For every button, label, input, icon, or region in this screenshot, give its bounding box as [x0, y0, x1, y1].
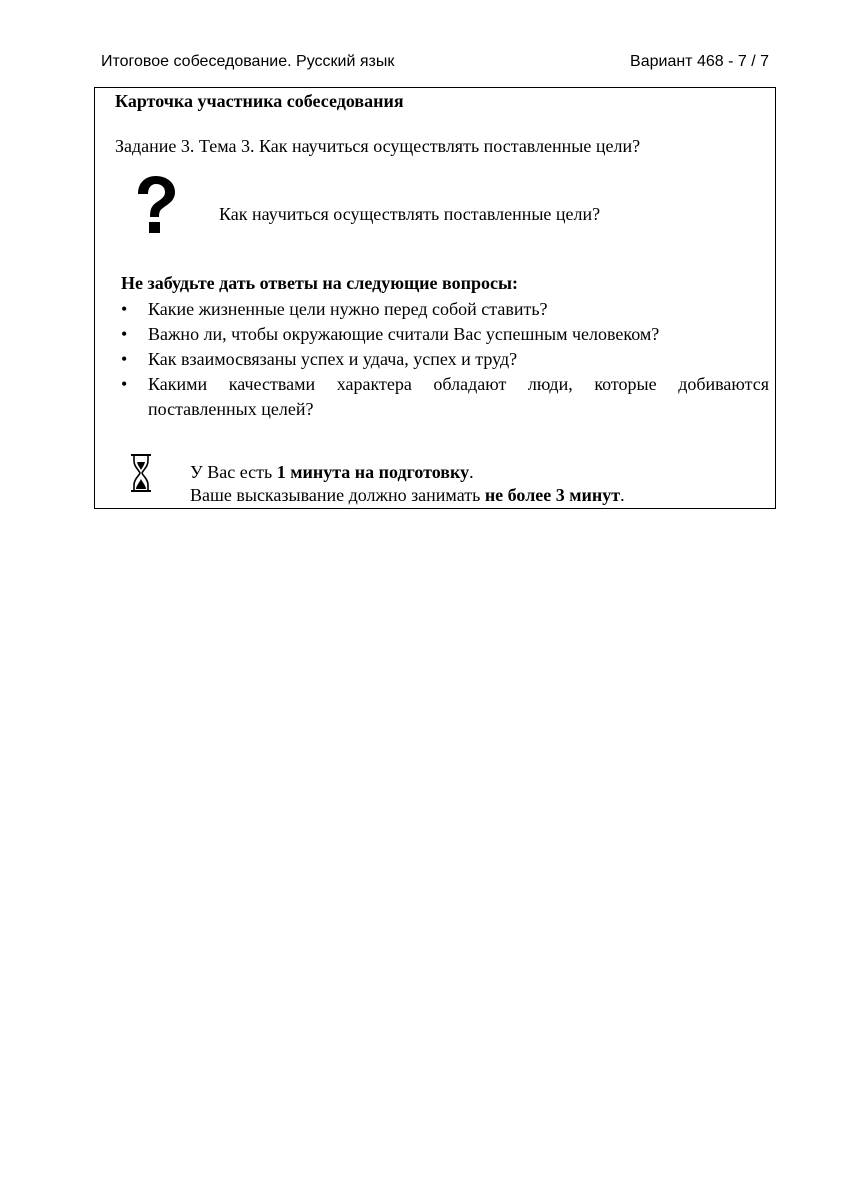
- header-variant-page: Вариант 468 - 7 / 7: [630, 53, 769, 70]
- questions-list: [121, 297, 769, 422]
- question-text: Как научиться осуществлять поставленные цели?: [219, 204, 601, 224]
- card-title: Карточка участника собеседования: [115, 91, 404, 111]
- task-topic: Задание 3. Тема 3. Как научиться осуществлять поставленные цели?: [115, 136, 641, 156]
- list-item: [121, 347, 769, 372]
- page-header: [101, 53, 769, 75]
- participant-card: [94, 87, 776, 509]
- list-item: [121, 372, 769, 422]
- prep-time-text: У Вас есть 1 минута на подготовку.: [190, 462, 474, 482]
- hourglass-icon: [130, 453, 152, 493]
- answer-time-bold: не более 3 минут: [484, 485, 621, 505]
- question-item-text: Как взаимосвязаны успех и удача, успех и труд?: [148, 349, 518, 369]
- bullet: •: [121, 299, 128, 319]
- bullet: •: [121, 374, 128, 394]
- bullet: •: [121, 349, 128, 369]
- question-item-text: Важно ли, чтобы окружающие считали Вас успешным человеком?: [148, 324, 660, 344]
- question-mark-icon: [133, 174, 179, 236]
- answer-time-text: Ваше высказывание должно занимать не более 3 минут.: [190, 485, 625, 505]
- bullet: •: [121, 324, 128, 344]
- list-item: [121, 297, 769, 322]
- prep-time-bold: 1 минута на подготовку: [276, 462, 470, 482]
- question-item-text: Какими качествами характера обладают люди, которые добиваются поставленных целей?: [148, 374, 769, 419]
- reminder-heading: Не забудьте дать ответы на следующие вопросы:: [121, 273, 519, 293]
- header-exam-title: Итоговое собеседование. Русский язык: [101, 53, 395, 70]
- question-item-text: Какие жизненные цели нужно перед собой ставить?: [148, 299, 548, 319]
- list-item: [121, 322, 769, 347]
